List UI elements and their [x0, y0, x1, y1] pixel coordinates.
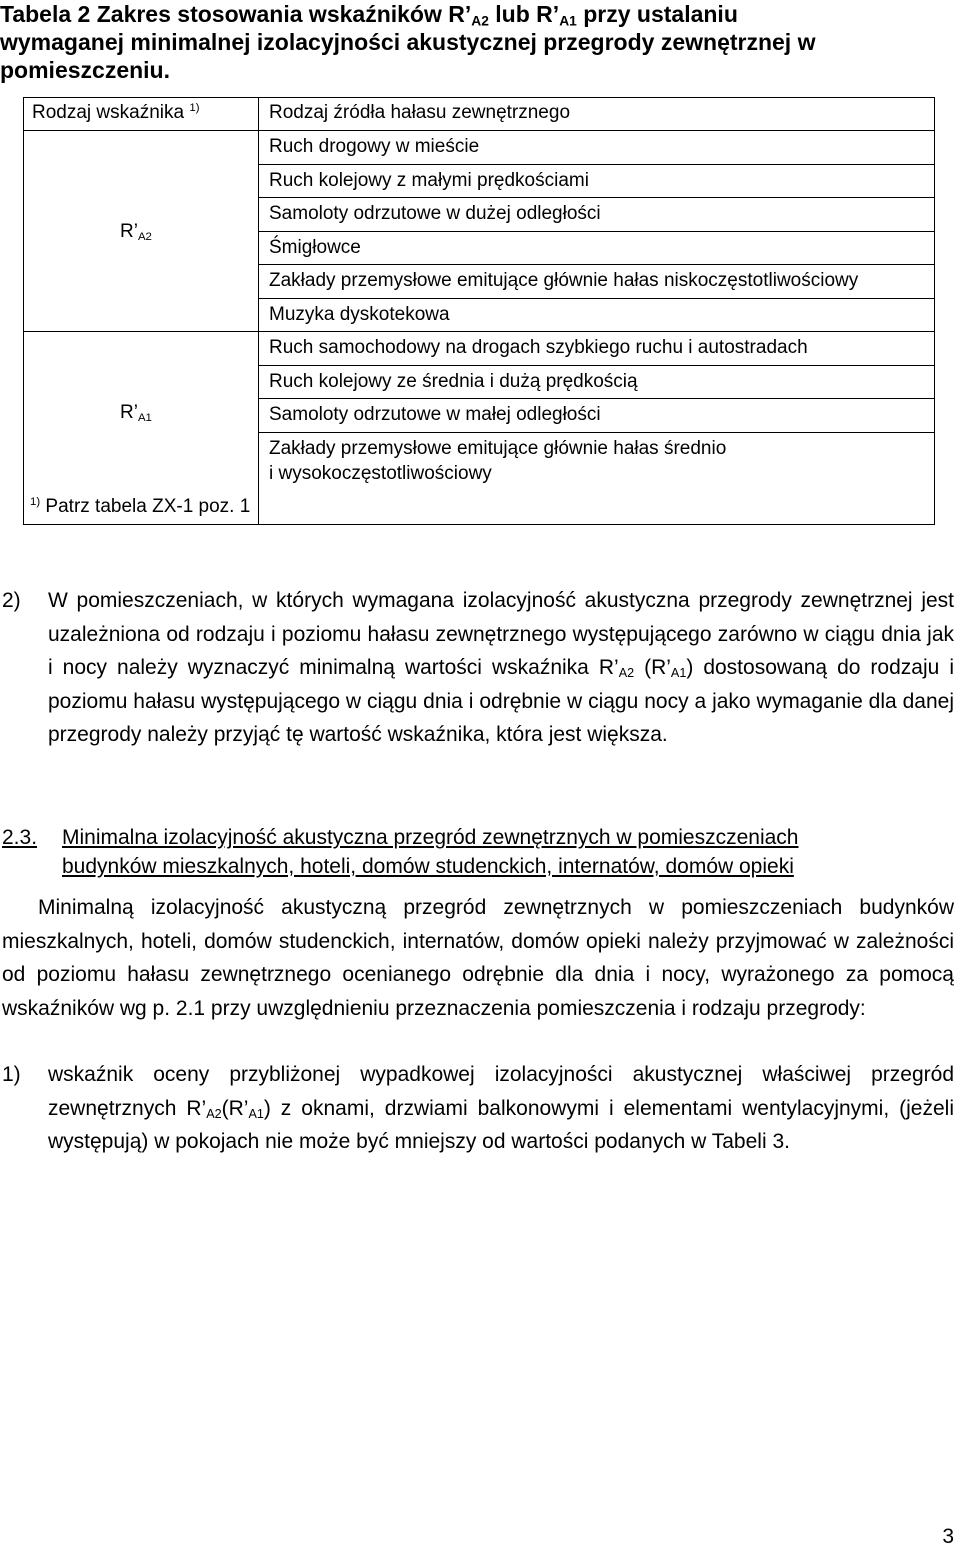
page-number: 3 [942, 1525, 954, 1548]
point-1-text: wskaźnik oceny przybliżonej wypadkowej izolacyjności akustycznej właściwej przegród zewnętrznych $R’_{A2}(R’_{A1})$ z oknami, drzwiami balkonowymi i elementami wentylacyjnymi, (jeżeli występują) w pokojach nie może być mniejszy od wartości podanych w Tabeli 3. [48, 1063, 954, 1153]
row-line [258, 197, 935, 198]
section-heading-line-2: budynków mieszkalnych, hoteli, domów studenckich, internatów, domów opieki [62, 855, 794, 878]
caption-line-2: wymaganej minimalnej izolacyjności akustycznej przegrody zewnętrznej w [0, 29, 816, 55]
section-heading [62, 823, 955, 881]
row-line [258, 432, 935, 433]
table-column-divider [258, 97, 259, 525]
source-cell: Samoloty odrzutowe w małej odległości [269, 404, 601, 425]
caption-line-3: pomieszczeniu. [0, 57, 170, 83]
row-line [258, 331, 935, 332]
point-2-text: W pomieszczeniach, w których wymagana izolacyjność akustyczna przegrody zewnętrznej jest uzależniona od rodzaju i poziomu hałasu zewnętrznego występującego zarówno w ciągu dnia jak i nocy należy wyznaczyć minimalną wartości wskaźnika $R’_{A2}$ $(R’_{A1})$ dostosowaną do rodzaju i poziomu hałasu występującego w ciągu dnia i odrębnie w ciągu nocy a jako wymaganie dla danej przegrody należy przyjąć tę wartość wskaźnika, która jest większa. [48, 589, 954, 746]
source-cell: Samoloty odrzutowe w dużej odległości [269, 203, 601, 224]
body-paragraph: Minimalną izolacyjność akustyczną przegród zewnętrznych w pomieszczeniach budynków mieszkalnych, hoteli, domów studenckich, internatów, domów opieki należy przyjmować w zależności od poziomu hałasu zewnętrznego ocenianego odrębnie dla dnia i nocy, wyrażonego za pomocą wskaźników wg p. 2.1 przy uwzględnieniu przeznaczenia pomieszczenia i rodzaju przegrody: [2, 896, 954, 1020]
row-line [258, 164, 935, 165]
table-row-divider [23, 331, 258, 332]
table-header-divider [23, 130, 258, 131]
source-cell: i wysokoczęstotliwościowy [269, 463, 492, 484]
row-line [258, 398, 935, 399]
row-line [258, 264, 935, 265]
source-cell: Śmigłowce [269, 237, 361, 258]
source-cell: Zakłady przemysłowe emitujące głównie hałas niskoczęstotliwościowy [269, 270, 859, 291]
table-footnote: $^{1)}$ Patrz tabela ZX-1 poz. 1 [30, 496, 251, 517]
source-cell: Zakłady przemysłowe emitujące głównie hałas średnio [269, 438, 727, 459]
col2-header: Rodzaj źródła hałasu zewnętrznego [269, 102, 571, 123]
source-cell: Ruch drogowy w mieście [269, 136, 480, 157]
indicator-ra2: $R’_{A2}$ [120, 221, 152, 243]
point-2-number: 2) [2, 589, 21, 612]
row-line [258, 298, 935, 299]
row-line [258, 365, 935, 366]
point-1-number: 1) [2, 1063, 21, 1086]
table-caption [0, 0, 900, 84]
source-cell: Ruch samochodowy na drogach szybkiego ruchu i autostradach [269, 337, 808, 358]
section-number: 2.3. [2, 826, 38, 849]
col1-header: Rodzaj wskaźnika $^{1)}$ [32, 102, 200, 123]
caption-line-1: Tabela 2 Zakres stosowania wskaźników $R’_{A2}$ lub $R’_{A1}$ przy ustalaniu [0, 1, 738, 29]
section-heading-line-1: Minimalna izolacyjność akustyczna przegród zewnętrznych w pomieszczeniach [62, 826, 799, 849]
source-cell: Ruch kolejowy z małymi prędkościami [269, 170, 589, 191]
indicator-ra1: $R’_{A1}$ [120, 402, 152, 424]
source-cell: Ruch kolejowy ze średnia i dużą prędkością [269, 371, 638, 392]
source-cell: Muzyka dyskotekowa [269, 304, 450, 325]
row-line [258, 231, 935, 232]
row-line [258, 130, 935, 131]
